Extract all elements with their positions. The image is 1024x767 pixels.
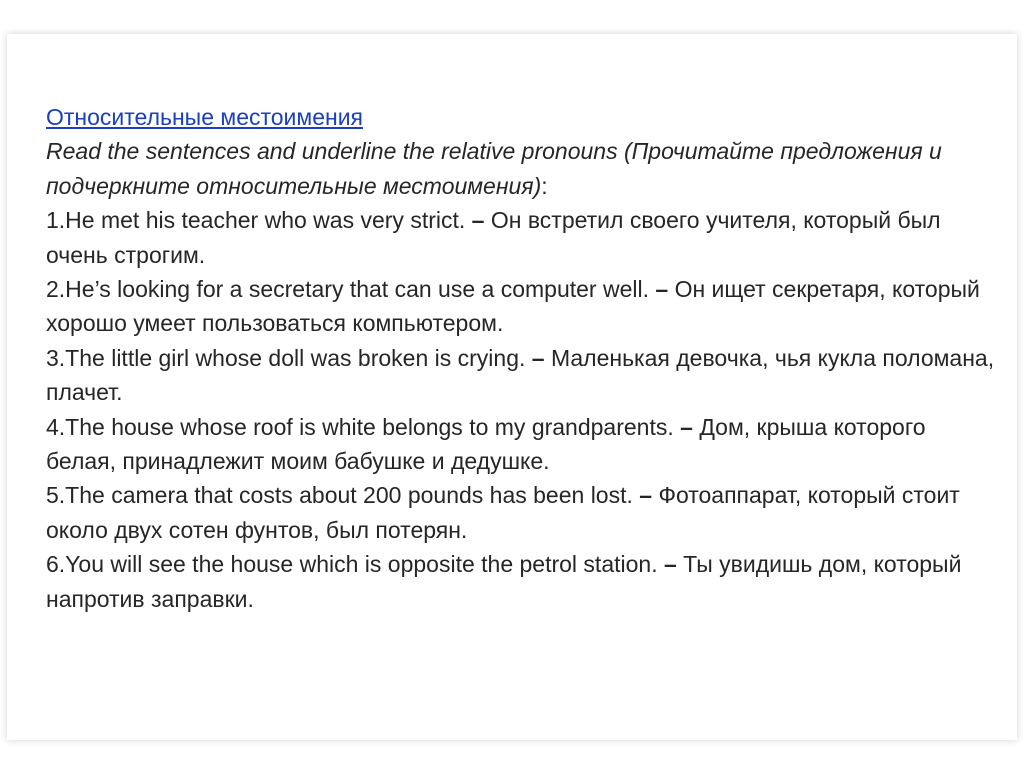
title-link[interactable]: Относительные местоимения (46, 104, 364, 130)
instruction-text: Read the sentences and underline the relative pronouns (Прочитайте предложения и подчеркните относительные местоимения) (46, 138, 942, 199)
english-sentence: 2.He’s looking for a secretary that can use a computer well. (46, 276, 649, 303)
slide (7, 34, 1017, 740)
dash: – (663, 551, 677, 578)
english-sentence: 1.He met his teacher who was very strict. (46, 207, 466, 234)
dash: – (531, 344, 545, 371)
instruction-block (46, 134, 996, 203)
english-sentence: 3.The little girl whose doll was broken is crying. (46, 344, 526, 371)
dash: – (471, 207, 485, 234)
english-sentence: 5.The camera that costs about 200 pounds has been lost. (46, 482, 633, 509)
list-item (46, 478, 996, 547)
russian-translation: Фотоаппарат, который стоит около двух сотен фунтов, был потерян. (46, 482, 960, 543)
russian-translation: Он встретил своего учителя, который был очень строгим. (46, 207, 941, 268)
list-item (46, 272, 996, 341)
list-item (46, 410, 996, 479)
dash: – (655, 276, 669, 303)
english-sentence: 4.The house whose roof is white belongs to my grandparents. (46, 413, 674, 440)
english-sentence: 6.You will see the house which is opposite the petrol station. (46, 551, 658, 578)
russian-translation: Маленькая девочка, чья кукла поломана, плачет. (46, 344, 995, 406)
list-item (46, 203, 996, 272)
slide-content (46, 100, 996, 616)
instruction-colon: : (541, 172, 548, 199)
title-line (46, 100, 996, 134)
list-item (46, 547, 996, 616)
dash: – (639, 482, 653, 509)
list-item (46, 341, 996, 410)
dash: – (680, 413, 693, 440)
russian-translation: Ты увидишь дом, который напротив заправки. (46, 551, 962, 612)
russian-translation: Дом, крыша которого белая, принадлежит моим бабушке и дедушке. (46, 413, 926, 475)
russian-translation: Он ищет секретаря, который хорошо умеет пользоваться компьютером. (46, 276, 980, 337)
